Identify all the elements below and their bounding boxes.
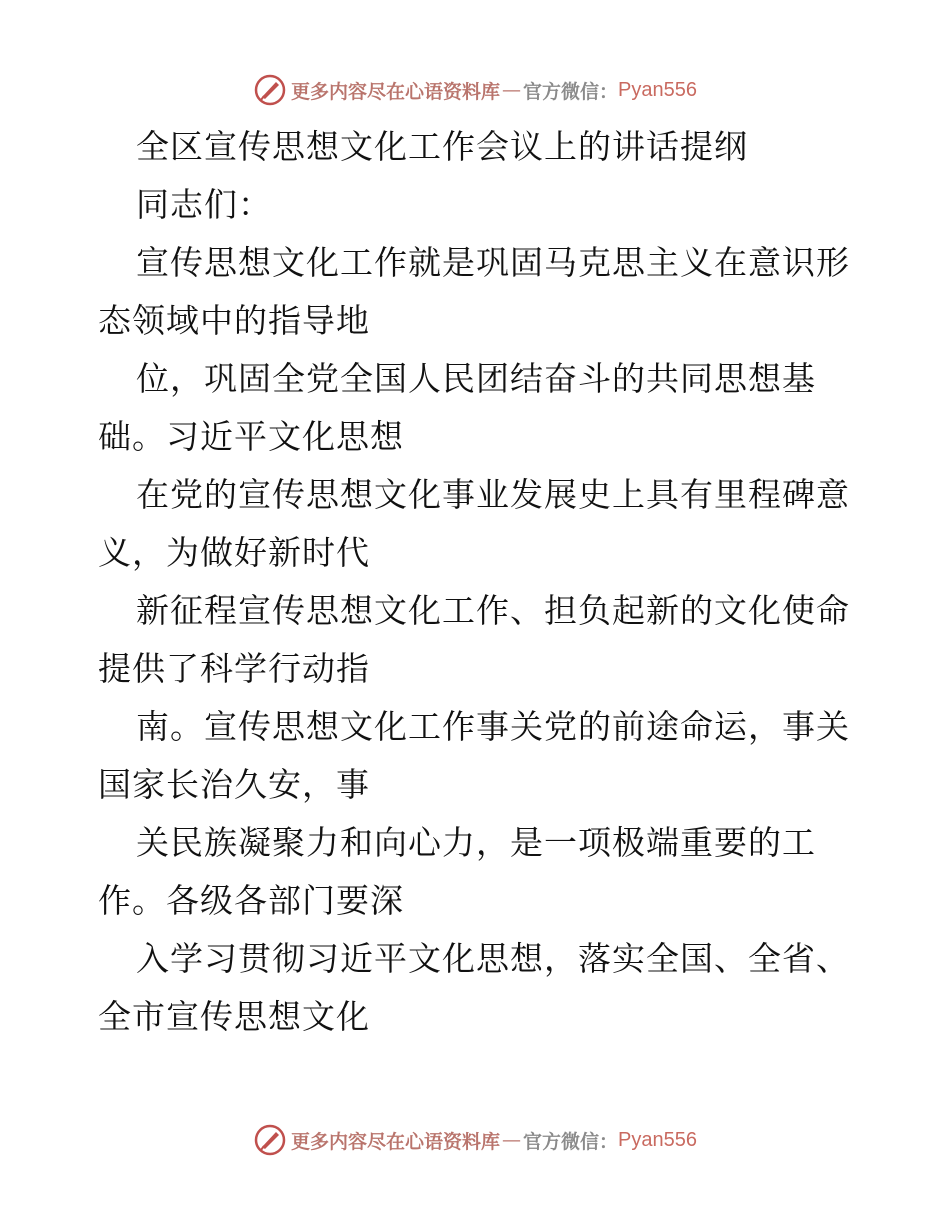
wechat-id: Pyan556	[618, 78, 697, 101]
body-line: 提供了科学行动指	[98, 649, 370, 688]
body-line: 南。宣传思想文化工作事关党的前途命运，事关	[136, 707, 850, 746]
quill-logo-icon	[253, 1123, 287, 1157]
body-line: 全市宣传思想文化	[98, 997, 370, 1036]
body-line: 础。习近平文化思想	[98, 417, 404, 456]
document-title: 全区宣传思想文化工作会议上的讲话提纲	[136, 127, 748, 166]
watermark-text: 更多内容尽在心语资料库	[291, 1130, 501, 1153]
body-line: 新征程宣传思想文化工作、担负起新的文化使命	[136, 591, 850, 630]
body-line: 义，为做好新时代	[98, 533, 370, 572]
watermark-text: 更多内容尽在心语资料库	[291, 80, 501, 103]
body-line: 入学习贯彻习近平文化思想，落实全国、全省、	[136, 939, 850, 978]
body-line: 宣传思想文化工作就是巩固马克思主义在意识形	[136, 243, 850, 282]
header-watermark	[0, 70, 950, 110]
body-line: 态领域中的指导地	[98, 301, 370, 340]
watermark-dash: —	[502, 1129, 522, 1151]
watermark-dash: —	[502, 79, 522, 101]
wechat-label: 官方微信：	[523, 80, 619, 103]
document-body	[98, 118, 858, 1046]
wechat-id: Pyan556	[618, 1128, 697, 1151]
body-line: 关民族凝聚力和向心力，是一项极端重要的工	[136, 823, 816, 862]
footer-watermark	[0, 1120, 950, 1160]
body-line: 在党的宣传思想文化事业发展史上具有里程碑意	[136, 475, 850, 514]
body-line: 国家长治久安，事	[98, 765, 370, 804]
body-line: 作。各级各部门要深	[98, 881, 404, 920]
salutation: 同志们：	[136, 185, 272, 224]
quill-logo-icon	[253, 73, 287, 107]
wechat-label: 官方微信：	[523, 1130, 619, 1153]
body-line: 位，巩固全党全国人民团结奋斗的共同思想基	[136, 359, 816, 398]
